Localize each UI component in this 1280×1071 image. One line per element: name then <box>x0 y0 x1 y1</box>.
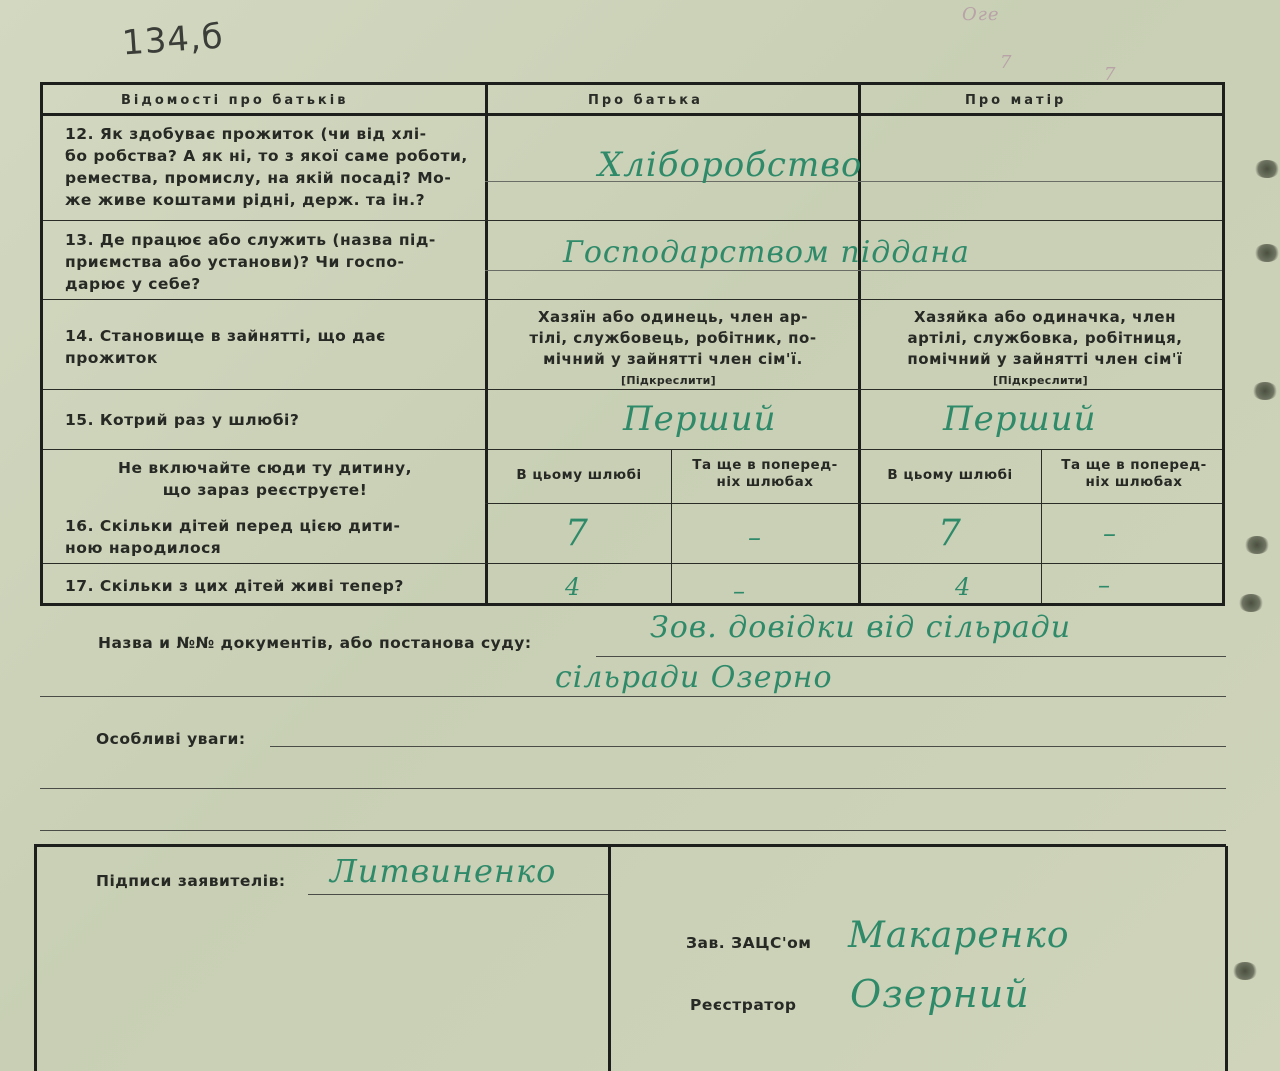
row-divider <box>43 449 1222 450</box>
mother-underline-note: [Підкреслити] <box>993 374 1088 387</box>
documents-label: Назва и №№ документів, або постанова суду: <box>98 634 532 652</box>
row-divider <box>43 563 1222 564</box>
answer-16-father-prev: – <box>748 523 762 553</box>
row-divider <box>43 220 1222 221</box>
father-underline-note: [Підкреслити] <box>621 374 716 387</box>
sub-col-divider <box>1041 449 1042 603</box>
question-16: 16. Скільки дітей перед цією дити- ною народилося <box>65 517 401 557</box>
head-zags-signature: Макаренко <box>848 915 1070 956</box>
signature-block-right-edge <box>1225 846 1228 1071</box>
remarks-line-2 <box>40 788 1226 789</box>
binder-hole <box>1232 962 1258 980</box>
applicants-signature-label: Підписи заявителів: <box>96 872 286 890</box>
binder-hole <box>1244 536 1270 554</box>
answer-16-mother-prev: – <box>1103 519 1117 549</box>
subheader-father-this-marriage: В цьому шлюбі <box>516 467 642 483</box>
header-mother: Про матір <box>965 93 1067 108</box>
remarks-label: Особливі уваги: <box>96 730 246 748</box>
registrar-signature: Озерний <box>850 972 1030 1016</box>
answer-15-mother: Перший <box>943 399 1097 439</box>
binder-hole <box>1254 244 1280 262</box>
answer-12-handwritten: Хліборобство <box>598 145 863 185</box>
header-parents-info: Відомості про батьків <box>121 93 349 108</box>
row-divider <box>485 503 1222 504</box>
subheader-mother-this-marriage: В цьому шлюбі <box>887 467 1013 483</box>
applicants-signature: Литвиненко <box>330 852 557 890</box>
question-17: 17. Скільки з цих дітей живі тепер? <box>65 577 404 595</box>
faint-corner-mark-2: 7 <box>1000 52 1013 73</box>
handwritten-record-number: 134,б <box>120 16 225 64</box>
binder-hole <box>1252 382 1278 400</box>
question-13: 13. Де працює або служить (назва під- приємства або установи)? Чи госпо- дарює у себе? <box>65 231 436 293</box>
row-divider <box>43 299 1222 300</box>
col-divider <box>485 85 488 603</box>
exclusion-note: Не включайте сюди ту дитину, що зараз реєструєте! <box>118 459 412 499</box>
question-12: 12. Як здобуває прожиток (чи від хлі- бо робства? А як ні, то з якої саме роботи, ремества, промислу, на якій посаді? Мо- же живе коштами рідні, держ. та ін.? <box>65 125 468 209</box>
answer-13-handwritten: Господарством піддана <box>563 235 970 270</box>
answer-17-father-this: 4 <box>565 573 582 601</box>
faint-corner-mark-3: 7 <box>1104 64 1117 85</box>
header-father: Про батька <box>588 93 703 108</box>
documents-value-handwritten-2: сільради Озерно <box>555 660 833 695</box>
applicants-signature-line <box>308 894 608 895</box>
signature-block-left-edge <box>34 846 37 1071</box>
answer-17-mother-prev: – <box>1098 571 1111 599</box>
subheader-father-previous: Та ще в поперед- ніх шлюбах <box>692 457 838 490</box>
answer-line <box>485 270 1222 271</box>
question-14: 14. Становище в зайнятті, що дає прожиток <box>65 327 386 367</box>
binder-hole <box>1254 160 1280 178</box>
binder-hole <box>1238 594 1264 612</box>
subheader-mother-previous: Та ще в поперед- ніх шлюбах <box>1061 457 1207 490</box>
remarks-line-3 <box>40 830 1226 831</box>
parents-info-table <box>40 82 1225 606</box>
answer-16-father-this: 7 <box>565 513 589 554</box>
answer-17-mother-this: 4 <box>955 573 972 601</box>
head-zags-label: Зав. ЗАЦС'ом <box>686 934 812 952</box>
answer-15-father: Перший <box>623 399 777 439</box>
father-employment-options: Хазяїн або одинець, член ар- тілі, службовець, робітник, по- мічний у зайнятті член сім'ї. <box>529 308 817 368</box>
signature-block-divider <box>608 846 611 1071</box>
mother-employment-options: Хазяйка або одиначка, член артілі, службовка, робітниця, помічний у зайнятті член сім'ї <box>907 308 1183 368</box>
question-15: 15. Котрий раз у шлюбі? <box>65 411 300 429</box>
answer-17-father-prev: – <box>733 577 746 605</box>
registrar-label: Реєстратор <box>690 996 797 1014</box>
sub-col-divider <box>671 449 672 603</box>
faint-corner-mark: Оге <box>962 4 1000 25</box>
signature-block-top <box>34 844 1226 847</box>
remarks-line <box>270 746 1226 747</box>
documents-line <box>596 656 1226 657</box>
documents-value-handwritten: Зов. довідки від сільради <box>650 610 1072 645</box>
row-divider <box>43 389 1222 390</box>
row-divider <box>43 113 1222 116</box>
documents-line-2 <box>40 696 1226 697</box>
answer-16-mother-this: 7 <box>938 513 962 554</box>
